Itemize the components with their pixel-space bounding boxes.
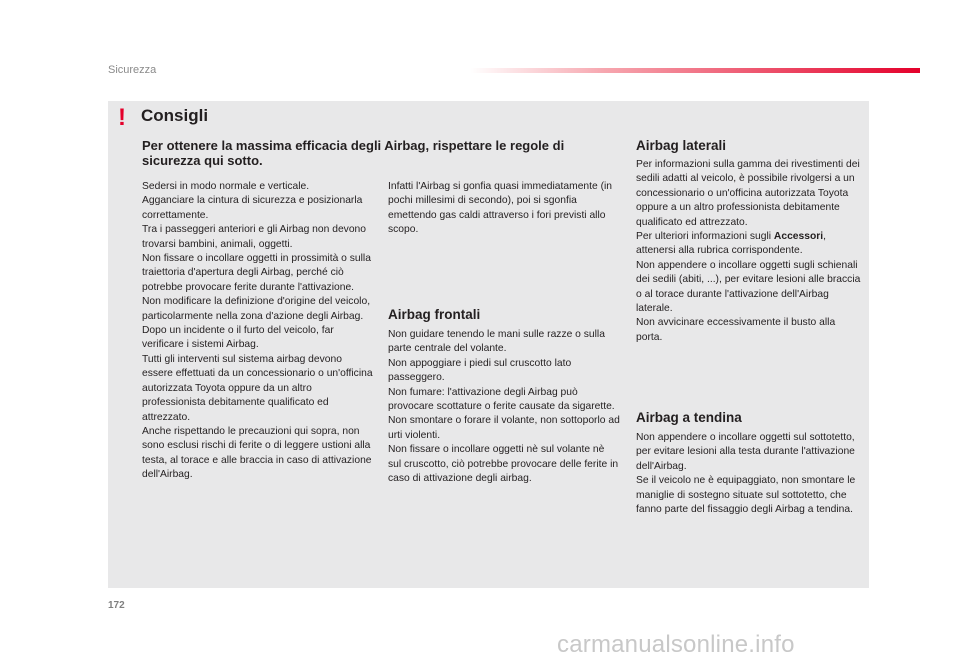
column-1-text: Sedersi in modo normale e verticale. Agganciare la cintura di sicurezza e posizionarla correttamente. Tra i passeggeri anteriori e gli Airbag non devono trovarsi bambini, animali, oggetti. Non fissare o incollare oggetti in prossimità o sulla traiettoria d'apertura degli Airbag, perché ciò potrebbe provocare ferite durante l'attivazione. Non modificare la definizione d'origine del veicolo, particolarmente nella zona d'azione degli Airbag. Dopo un incidente o il furto del veicolo, far verificare i sistemi Airbag. Tutti gli interventi sul sistema airbag devono essere effettuati da un concessionario o un'officina autorizzata Toyota oppure da un altro professionista debitamente qualificato ed attrezzato. Anche rispettando le precauzioni qui sopra, non sono esclusi rischi di ferite o di leggere ustioni alla testa, al torace e alle braccia in caso di attivazione dell'Airbag. — [142, 181, 373, 481]
laterali-heading: Airbag laterali — [636, 138, 727, 153]
laterali-text — [636, 158, 862, 345]
exclamation-warning-icon: ! — [118, 104, 126, 131]
frontali-text: Non guidare tenendo le mani sulle razze o sulla parte centrale del volante. Non appoggiare i piedi sul cruscotto lato passeggero. Non fumare: l'attivazione degli Airbag può provocare scottature o ferite causate da sigarette. Non smontare o forare il volante, non sottoporlo ad urti violenti. Non fissare o incollare oggetti nè sul volante nè sul cruscotto, ciò potrebbe provocare delle ferite in caso di attivazione degli airbag. — [388, 329, 620, 485]
watermark: carmanualsonline.info — [557, 631, 795, 658]
tendina-heading: Airbag a tendina — [636, 410, 742, 425]
section-label: Sicurezza — [108, 64, 157, 76]
laterali-text-a: Per informazioni sulla gamma dei rivestimenti dei sedili adatti al veicolo, è possibile rivolgersi a un concessionario o un'officina autorizzata Toyota oppure a un altro professionista debitamente qualificato ed attrezzato. Per ulteriori informazioni sugli — [636, 159, 860, 243]
header-accent-bar — [470, 68, 920, 73]
tendina-text: Non appendere o incollare oggetti sul sottotetto, per evitare lesioni alla testa durante l'attivazione dell'Airbag. Se il veicolo ne è equipaggiato, non smontare le maniglie di sostegno situate sul sottotetto, che fanno parte del fissaggio degli Airbag a tendina. — [636, 432, 856, 516]
frontali-heading: Airbag frontali — [388, 307, 481, 322]
accessori-link: Accessori — [773, 231, 824, 243]
page-number: 172 — [108, 600, 125, 611]
panel-lead: Per ottenere la massima efficacia degli Airbag, rispettare le regole di sicurezza qui sotto. — [142, 138, 565, 168]
panel-title: Consigli — [141, 106, 209, 125]
laterali-text-b: , attenersi alla rubrica corrispondente. Non appendere o incollare oggetti sugli schienali dei sedili (abiti, ...), per evitare lesioni alle braccia o al torace durante l'attivazione dell'Airbag laterale. Non avvicinare eccessivamente il busto alla porta. — [636, 231, 861, 343]
column-2-intro: Infatti l'Airbag si gonfia quasi immediatamente (in pochi millesimi di secondo), poi si sgonfia emettendo gas caldi attraverso i fori previsti allo scopo. — [388, 181, 613, 236]
